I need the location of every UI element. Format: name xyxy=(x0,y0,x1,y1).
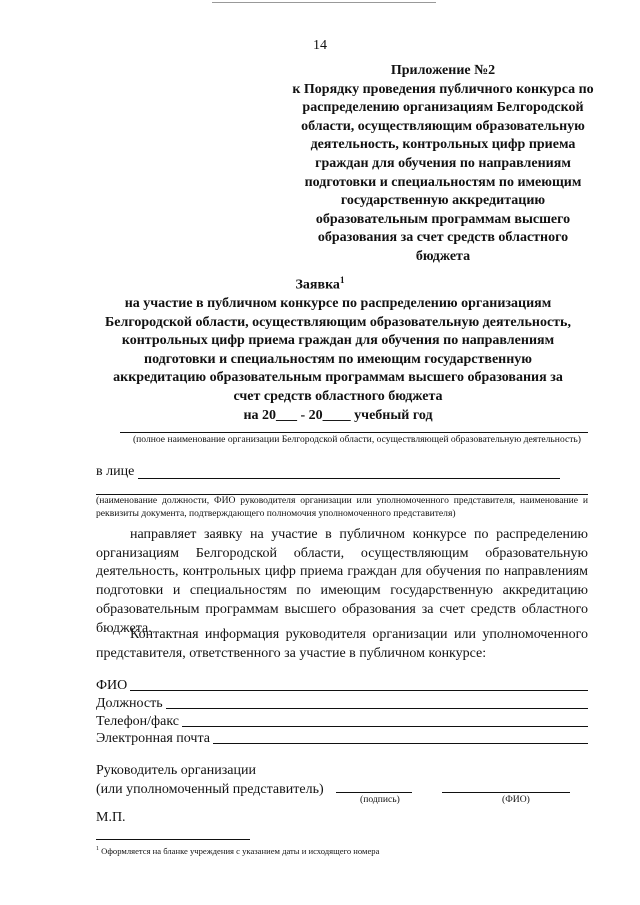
appendix-title: Приложение №2 xyxy=(390,63,496,78)
appendix-line: образовательным программам высшего xyxy=(315,211,571,227)
appendix-line: распределению организациям Белгородской xyxy=(302,100,584,116)
appendix-line: образования за счет средств областного xyxy=(317,230,569,246)
appendix-line: граждан для обучения по направлениям xyxy=(315,155,571,171)
appendix-line: к Порядку проведения публичного конкурса по xyxy=(292,81,594,97)
appendix-line: государственную аккредитацию xyxy=(340,193,546,209)
position-field[interactable] xyxy=(96,696,588,712)
footnote-mark: 1 xyxy=(339,275,345,285)
phone-line[interactable] xyxy=(182,726,588,727)
stamp-label: М.П. xyxy=(96,810,126,825)
position-field-line[interactable] xyxy=(166,708,588,709)
footnote-text: Оформляется на бланке учреждения с указанием даты и исходящего номера xyxy=(101,846,380,856)
email-label: Электронная почта xyxy=(96,731,210,746)
contact-paragraph: Контактная информация руководителя организации или уполномоченного представителя, ответственного за участие в публичном конкурсе: xyxy=(96,627,588,661)
appendix-line: деятельность, контрольных цифр приема xyxy=(310,137,576,153)
appendix-line: области, осуществляющим образовательную xyxy=(301,118,585,134)
page-number: 14 xyxy=(313,38,327,53)
application-title-text: Заявка xyxy=(295,277,340,293)
signer-fio-caption: (ФИО) xyxy=(502,794,530,805)
application-line: счет средств областного бюджета xyxy=(233,388,443,404)
in-person-label: в лице xyxy=(96,464,135,479)
signer-title: Руководитель организации xyxy=(96,763,256,778)
signature-block xyxy=(96,762,324,799)
appendix-line: подготовки и специальностям по имеющим xyxy=(304,174,582,190)
academic-year-line: на 20___ - 20____ учебный год xyxy=(243,407,433,423)
footnote-number: 1 xyxy=(96,846,99,853)
email-line[interactable] xyxy=(213,743,588,744)
in-person-line[interactable] xyxy=(138,478,560,479)
email-field[interactable] xyxy=(96,731,588,747)
signature-caption: (подпись) xyxy=(360,794,400,805)
phone-label: Телефон/факс xyxy=(96,714,180,729)
footnote-rule xyxy=(96,839,250,840)
signer-fio-line[interactable] xyxy=(442,792,570,793)
application-line: Белгородской области, осуществляющим образовательную деятельность, xyxy=(105,314,571,330)
appendix-line: бюджета xyxy=(415,248,471,264)
appendix-header xyxy=(262,62,624,267)
fio-line[interactable] xyxy=(130,690,588,691)
organization-name-caption: (полное наименование организации Белгородской области, осуществляющей образовательную деятельность) xyxy=(132,434,582,445)
application-subtitle xyxy=(88,295,588,425)
application-line: на участие в публичном конкурсе по распределению организациям xyxy=(124,296,552,311)
signer-alt: (или уполномоченный представитель) xyxy=(96,781,324,797)
fio-label: ФИО xyxy=(96,678,128,693)
footnote xyxy=(96,846,379,856)
application-line: подготовки и специальностям по имеющим государственную xyxy=(144,351,532,367)
signature-line[interactable] xyxy=(336,792,412,793)
top-rule xyxy=(212,2,436,3)
application-title xyxy=(0,275,640,294)
phone-field[interactable] xyxy=(96,714,588,730)
position-caption: (наименование должности, ФИО руководителя организации или уполномоченного представителя, наименование и реквизиты документа, подтверждающего полномочия уполномоченного представителя) xyxy=(96,495,588,519)
position-label: Должность xyxy=(96,696,163,711)
application-paragraph: направляет заявку на участие в публичном конкурсе по распределению организациям Белгородской области, осуществляющим образовательную деятельность, контрольных цифр приема граждан для обучения по направлениям подготовки и специальностям по имеющим государственную аккредитацию образовательным программам высшего образования за счет средств областного бюджета. xyxy=(96,527,588,636)
fio-field[interactable] xyxy=(96,678,588,694)
application-line: контрольных цифр приема граждан для обучения по направлениям xyxy=(121,333,555,349)
application-line: аккредитацию образовательным программам высшего образования за xyxy=(113,370,563,386)
